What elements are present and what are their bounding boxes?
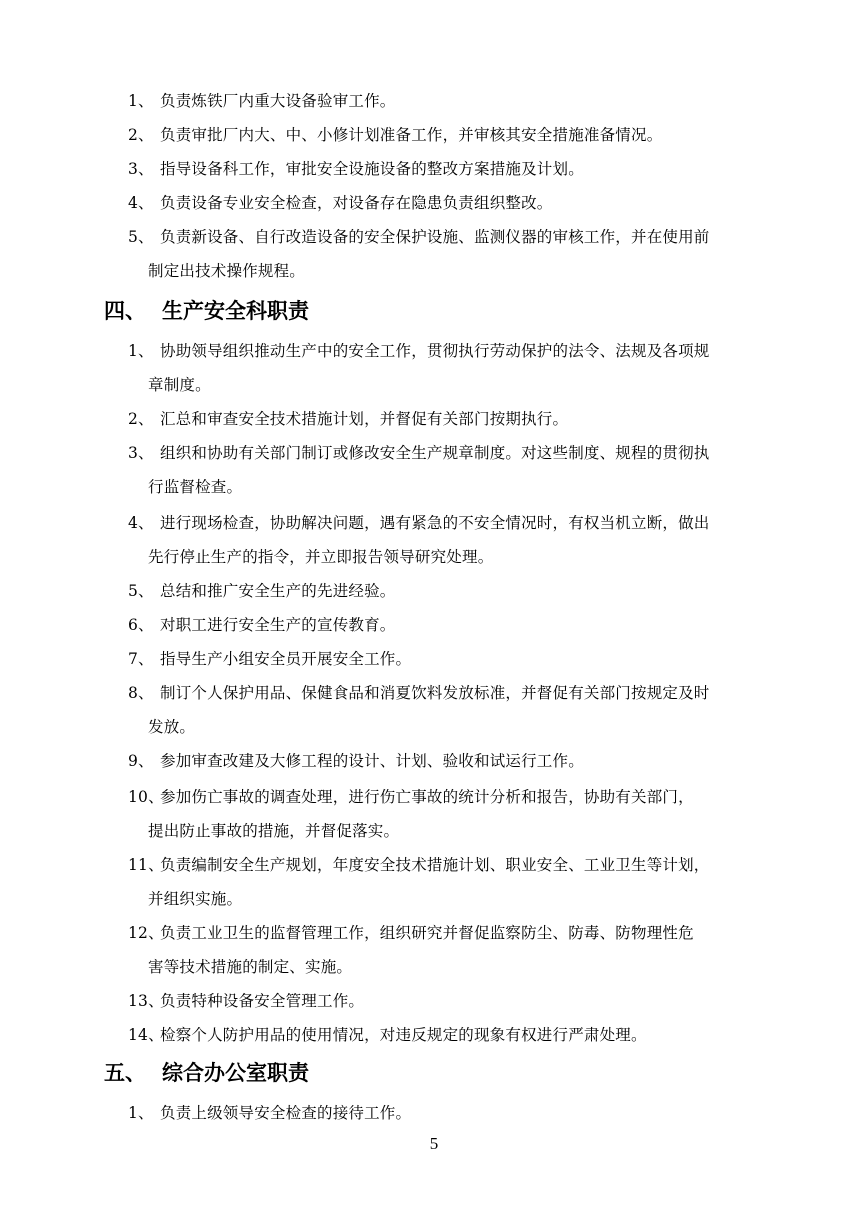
item-number: 6、 <box>128 616 154 634</box>
item-number: 4、 <box>128 514 154 532</box>
item-number: 8、 <box>128 684 154 702</box>
item-text: 指导生产小组安全员开展安全工作。 <box>160 650 412 668</box>
item-number: 5、 <box>128 582 154 600</box>
item-text: 汇总和审查安全技术措施计划，并督促有关部门按期执行。 <box>160 410 569 428</box>
list-item <box>128 608 778 642</box>
item-text-continued: 并组织实施。 <box>148 890 243 908</box>
list-item <box>128 1096 778 1130</box>
item-text: 参加伤亡事故的调查处理，进行伤亡事故的统计分析和报告，协助有关部门， <box>160 788 694 806</box>
item-number: 10、 <box>128 788 164 806</box>
item-text-continued: 行监督检查。 <box>148 478 243 496</box>
item-text: 制订个人保护用品、保健食品和消夏饮料发放标准，并督促有关部门按规定及时 <box>160 684 710 702</box>
item-text: 负责特种设备安全管理工作。 <box>160 992 365 1010</box>
item-text: 负责新设备、自行改造设备的安全保护设施、监测仪器的审核工作，并在使用前 <box>160 228 710 246</box>
item-number: 3、 <box>128 444 154 462</box>
section-heading <box>104 296 309 326</box>
item-number: 2、 <box>128 410 154 428</box>
list-item <box>128 402 778 436</box>
item-text-continued: 制定出技术操作规程。 <box>148 262 306 280</box>
item-text-continued: 发放。 <box>148 718 196 736</box>
item-text: 进行现场检查，协助解决问题，遇有紧急的不安全情况时，有权当机立断，做出 <box>160 514 710 532</box>
item-text: 组织和协助有关部门制订或修改安全生产规章制度。对这些制度、规程的贯彻执 <box>160 444 710 462</box>
heading-number: 五、 <box>104 1061 146 1085</box>
page-number: 5 <box>429 1134 439 1153</box>
item-number: 3、 <box>128 160 154 178</box>
list-item <box>128 506 778 574</box>
item-number: 4、 <box>128 194 154 212</box>
item-number: 1、 <box>128 342 154 360</box>
item-text: 负责炼铁厂内重大设备验审工作。 <box>160 92 396 110</box>
list-item <box>128 436 778 504</box>
item-text: 负责审批厂内大、中、小修计划准备工作，并审核其安全措施准备情况。 <box>160 126 663 144</box>
item-number: 2、 <box>128 126 154 144</box>
item-text-continued: 先行停止生产的指令，并立即报告领导研究处理。 <box>148 548 494 566</box>
item-text: 负责上级领导安全检查的接待工作。 <box>160 1104 412 1122</box>
item-number: 7、 <box>128 650 154 668</box>
item-number: 11、 <box>128 856 164 874</box>
item-text: 参加审查改建及大修工程的设计、计划、验收和试运行工作。 <box>160 752 584 770</box>
item-text: 负责编制安全生产规划，年度安全技术措施计划、职业安全、工业卫生等计划， <box>160 856 710 874</box>
list-item <box>128 84 778 118</box>
list-item <box>128 916 778 984</box>
item-number: 14、 <box>128 1026 164 1044</box>
list-item <box>128 984 778 1018</box>
item-number: 9、 <box>128 752 154 770</box>
item-text-continued: 害等技术措施的制定、实施。 <box>148 958 353 976</box>
item-number: 12、 <box>128 924 164 942</box>
heading-title: 生产安全科职责 <box>162 299 309 323</box>
item-number: 5、 <box>128 228 154 246</box>
list-item <box>128 118 778 152</box>
item-number: 1、 <box>128 92 154 110</box>
item-text: 检察个人防护用品的使用情况，对违反规定的现象有权进行严肃处理。 <box>160 1026 647 1044</box>
list-item <box>128 186 778 220</box>
list-item <box>128 1018 778 1052</box>
item-text-continued: 提出防止事故的措施，并督促落实。 <box>148 822 400 840</box>
item-number: 13、 <box>128 992 164 1010</box>
item-text: 对职工进行安全生产的宣传教育。 <box>160 616 396 634</box>
heading-title: 综合办公室职责 <box>162 1061 309 1085</box>
list-item <box>128 220 778 288</box>
item-text: 负责设备专业安全检查，对设备存在隐患负责组织整改。 <box>160 194 553 212</box>
list-item <box>128 744 778 778</box>
item-text: 指导设备科工作，审批安全设施设备的整改方案措施及计划。 <box>160 160 584 178</box>
list-item <box>128 676 778 744</box>
list-item <box>128 848 778 916</box>
item-text: 总结和推广安全生产的先进经验。 <box>160 582 396 600</box>
item-text: 负责工业卫生的监督管理工作，组织研究并督促监察防尘、防毒、防物理性危 <box>160 924 694 942</box>
item-number: 1、 <box>128 1104 154 1122</box>
item-text: 协助领导组织推动生产中的安全工作，贯彻执行劳动保护的法令、法规及各项规 <box>160 342 710 360</box>
list-item <box>128 152 778 186</box>
heading-number: 四、 <box>104 299 146 323</box>
list-item <box>128 574 778 608</box>
list-item <box>128 780 778 848</box>
item-text-continued: 章制度。 <box>148 376 211 394</box>
section-heading <box>104 1058 309 1088</box>
list-item <box>128 642 778 676</box>
list-item <box>128 334 778 402</box>
